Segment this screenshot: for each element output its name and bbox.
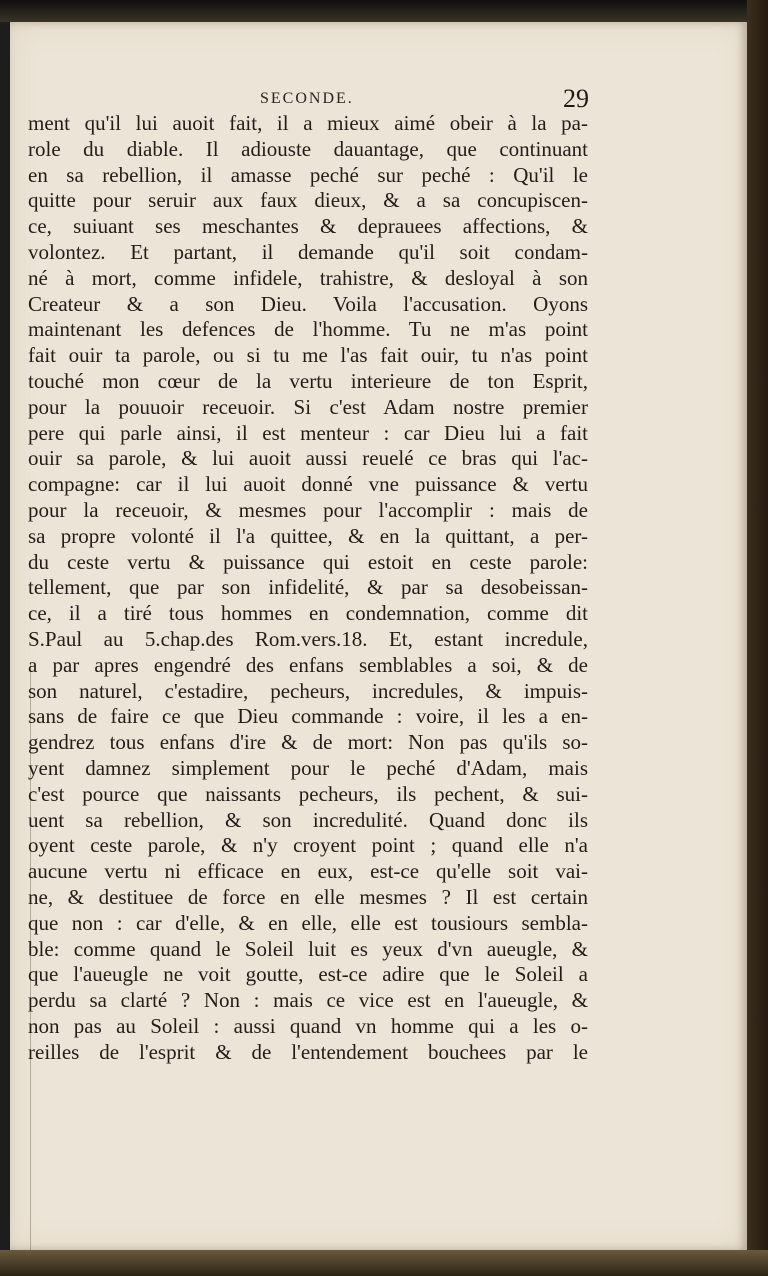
text-line: ne, & destituee de force en elle mesmes ? Il est certain [28, 884, 588, 909]
text-line: ouir sa parole, & lui auoit aussi reuelé ce bras qui l'ac- [28, 446, 588, 471]
text-line: en sa rebellion, il amasse peché sur peché : Qu'il le [28, 162, 588, 187]
text-line: yent damnez simplement pour le peché d'Adam, mais [28, 755, 588, 780]
text-line: a par apres engendré des enfans semblables a soi, & de [28, 652, 588, 677]
text-line: ce, suiuant ses meschantes & deprauees affections, & [28, 214, 588, 239]
text-line: du ceste vertu & puissance qui estoit en ceste parole: [28, 549, 588, 574]
text-line: perdu sa clarté ? Non : mais ce vice est en l'aueugle, & [28, 988, 588, 1013]
text-line: tellement, que par son infidelité, & par sa desobeissan- [28, 575, 588, 600]
text-line: quitte pour seruir aux faux dieux, & a sa concupiscen- [28, 188, 588, 213]
text-line: oyent ceste parole, & n'y croyent point ; quand elle n'a [28, 833, 588, 858]
text-line: pour la receuoir, & mesmes pour l'accomplir : mais de [28, 497, 588, 522]
book-top-edge [0, 0, 768, 22]
text-line: aucune vertu ni efficace en eux, est-ce qu'elle soit vai- [28, 859, 588, 884]
text-line: sans de faire ce que Dieu commande : voire, il les a en- [28, 704, 588, 729]
text-line: touché mon cœur de la vertu interieure de ton Esprit, [28, 368, 588, 393]
book-right-edge [747, 0, 768, 1276]
text-line: uent sa rebellion, & son incredulité. Quand donc ils [28, 807, 588, 832]
text-line: Createur & a son Dieu. Voila l'accusation. Oyons [28, 291, 588, 316]
text-line: ment qu'il lui auoit fait, il a mieux aimé obeir à la pa- [28, 111, 588, 135]
running-head: SECONDE. [260, 90, 354, 107]
text-line: que non : car d'elle, & en elle, elle est tousiours sembla- [28, 910, 588, 935]
text-line: c'est pource que naissants pecheurs, ils pechent, & sui- [28, 781, 588, 806]
text-line: S.Paul au 5.chap.des Rom.vers.18. Et, estant incredule, [28, 626, 588, 651]
text-line: non pas au Soleil : aussi quand vn homme qui a les o- [28, 1013, 588, 1038]
text-line: pere qui parle ainsi, il est menteur : car Dieu lui a fait [28, 420, 588, 445]
page-number: 29 [563, 84, 589, 113]
text-line: que l'aueugle ne voit goutte, est-ce adire que le Soleil a [28, 962, 588, 987]
text-line: fait ouir ta parole, ou si tu me l'as fait ouir, tu n'as point [28, 343, 588, 368]
text-line: role du diable. Il adiouste dauantage, que continuant [28, 136, 588, 161]
text-line: son naturel, c'estadire, pecheurs, incredules, & impuis- [28, 678, 588, 703]
body-text [28, 111, 588, 1065]
text-line: né à mort, comme infidele, trahistre, & desloyal à son [28, 265, 588, 290]
text-line: maintenant les defences de l'homme. Tu ne m'as point [28, 317, 588, 342]
text-line: compagne: car il lui auoit donné vne puissance & vertu [28, 472, 588, 497]
text-line: pour la pouuoir receuoir. Si c'est Adam nostre premier [28, 394, 588, 419]
text-line: ce, il a tiré tous hommes en condemnation, comme dit [28, 601, 588, 626]
book-bottom-edge [0, 1250, 768, 1276]
text-line: volontez. Et partant, il demande qu'il soit condam- [28, 239, 588, 264]
text-line: reilles de l'esprit & de l'entendement bouchees par le [28, 1039, 588, 1064]
text-line: ble: comme quand le Soleil luit es yeux d'vn aueugle, & [28, 936, 588, 961]
text-line: gendrez tous enfans d'ire & de mort: Non pas qu'ils so- [28, 730, 588, 755]
text-line: sa propre volonté il l'a quittee, & en la quittant, a per- [28, 523, 588, 548]
